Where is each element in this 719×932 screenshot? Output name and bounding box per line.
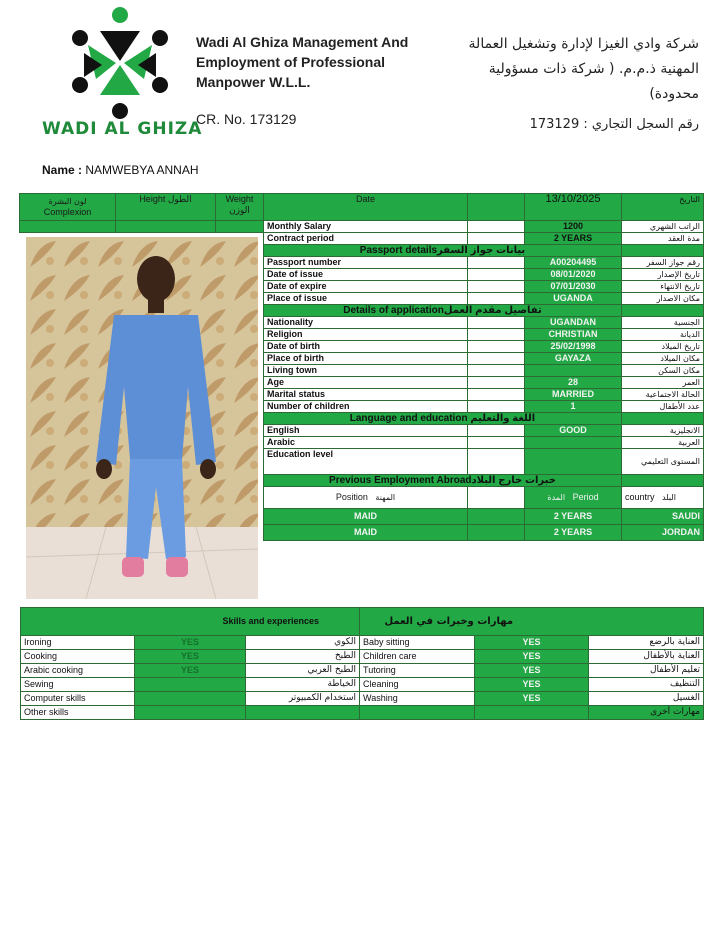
field-value: 1200	[525, 221, 622, 233]
cr-number: CR. No. 173129	[196, 111, 297, 127]
company-name-ar-line: المهنية ذ.م.م. ( شركة ذات مسؤولية	[488, 61, 699, 77]
logo-emblem-icon	[40, 5, 200, 123]
skills-title-ar: مهارات وخبرات في العمل	[360, 608, 704, 636]
weight-value	[216, 221, 264, 233]
field-spacer	[468, 449, 525, 475]
skill-label: Arabic cooking	[21, 664, 135, 678]
field-value: GOOD	[525, 425, 622, 437]
skill-label: Children care	[360, 650, 475, 664]
field-value	[525, 437, 622, 449]
employment-spacer	[468, 525, 525, 541]
field-label: Date of issue	[264, 269, 468, 281]
skill-value	[475, 706, 589, 720]
application-section-title: Details of applicationتفاصيل مقدم العمل	[264, 305, 622, 317]
skill-label: Cooking	[21, 650, 135, 664]
field-ar: رقم جواز السفر	[622, 257, 704, 269]
field-label: Age	[264, 377, 468, 389]
field-spacer	[468, 221, 525, 233]
field-ar: مكان الميلاد	[622, 353, 704, 365]
company-name-ar	[449, 32, 699, 107]
complexion-header	[20, 194, 116, 221]
person-photo-icon	[26, 237, 258, 599]
skill-value	[135, 692, 246, 706]
skill-value: YES	[475, 692, 589, 706]
complexion-ar: لون البشرة	[48, 197, 87, 206]
skill-ar: التنظيف	[589, 678, 704, 692]
field-ar: الديانة	[622, 329, 704, 341]
skill-ar: استخدام الكمبيوتر	[246, 692, 360, 706]
height-value	[116, 221, 216, 233]
field-ar: تاريخ الإصدار	[622, 269, 704, 281]
field-value: GAYAZA	[525, 353, 622, 365]
field-value	[525, 365, 622, 377]
field-spacer	[468, 281, 525, 293]
field-spacer	[468, 389, 525, 401]
country-header	[622, 487, 704, 509]
weight-ar: الوزن	[229, 205, 250, 215]
field-spacer	[468, 341, 525, 353]
name-value: NAMWEBYA ANNAH	[85, 163, 199, 177]
field-ar: عدد الأطفال	[622, 401, 704, 413]
skill-label: Cleaning	[360, 678, 475, 692]
field-value: UGANDA	[525, 293, 622, 305]
skill-value: YES	[475, 664, 589, 678]
field-value: 1	[525, 401, 622, 413]
field-label: Contract period	[264, 233, 468, 245]
field-ar: العمر	[622, 377, 704, 389]
employment-position: MAID	[264, 509, 468, 525]
skill-ar: العناية بالأطفال	[589, 650, 704, 664]
field-spacer	[468, 317, 525, 329]
skill-value: YES	[475, 636, 589, 650]
field-spacer	[468, 377, 525, 389]
complexion-en: Complexion	[43, 207, 92, 217]
field-label: Religion	[264, 329, 468, 341]
field-spacer	[468, 401, 525, 413]
field-label: English	[264, 425, 468, 437]
field-ar: العربية	[622, 437, 704, 449]
skill-ar: الغسيل	[589, 692, 704, 706]
field-label: Date of expire	[264, 281, 468, 293]
field-label: Place of birth	[264, 353, 468, 365]
employment-spacer	[468, 487, 525, 509]
skill-label	[360, 706, 475, 720]
skill-ar: مهارات أخرى	[589, 706, 704, 720]
employment-section-title: Previous Employment Abroadخبرات خارج البلاد	[264, 475, 622, 487]
company-name-line: Manpower W.L.L.	[196, 74, 311, 90]
skill-ar	[246, 706, 360, 720]
field-value: A00204495	[525, 257, 622, 269]
skill-ar: الطبخ	[246, 650, 360, 664]
field-label: Place of issue	[264, 293, 468, 305]
position-en: Position	[335, 492, 368, 502]
position-ar: المهنة	[375, 493, 396, 502]
field-ar: الراتب الشهري	[622, 221, 704, 233]
field-label: Living town	[264, 365, 468, 377]
cr-number-ar: رقم السجل التجاري : 173129	[529, 117, 699, 132]
field-value: 25/02/1998	[525, 341, 622, 353]
field-label: Arabic	[264, 437, 468, 449]
complexion-value	[20, 221, 116, 233]
skill-ar: الخياطة	[246, 678, 360, 692]
field-value: UGANDAN	[525, 317, 622, 329]
section-spacer	[622, 413, 704, 425]
field-spacer	[468, 425, 525, 437]
period-header	[525, 487, 622, 509]
employment-period: 2 YEARS	[525, 525, 622, 541]
field-spacer	[468, 329, 525, 341]
skill-ar: الطبخ العربي	[246, 664, 360, 678]
field-spacer	[468, 233, 525, 245]
skill-ar: تعليم الأطفال	[589, 664, 704, 678]
section-spacer	[622, 475, 704, 487]
position-header	[264, 487, 468, 509]
field-spacer	[468, 437, 525, 449]
period-en: Period	[572, 492, 599, 502]
employment-spacer	[468, 509, 525, 525]
company-name-line: Employment of Professional	[196, 54, 386, 70]
company-name-en	[196, 32, 436, 92]
skill-value	[135, 706, 246, 720]
field-spacer	[468, 353, 525, 365]
company-name-ar-line: محدودة)	[649, 86, 699, 102]
skill-value: YES	[135, 664, 246, 678]
field-value: CHRISTIAN	[525, 329, 622, 341]
field-ar: الحالة الاجتماعية	[622, 389, 704, 401]
field-label: Marital status	[264, 389, 468, 401]
field-label: Passport number	[264, 257, 468, 269]
country-en: country	[625, 492, 655, 502]
skill-label: Washing	[360, 692, 475, 706]
field-ar: الجنسية	[622, 317, 704, 329]
height-header: Height الطول	[116, 194, 216, 221]
field-spacer	[468, 293, 525, 305]
passport-section-title: Passport detailsبيانات جواز السفر	[264, 245, 622, 257]
name-label: Name :	[42, 163, 83, 177]
field-ar: تاريخ الميلاد	[622, 341, 704, 353]
field-value: 08/01/2020	[525, 269, 622, 281]
language-section-title: Language and education اللغة والتعليم	[264, 413, 622, 425]
field-label: Nationality	[264, 317, 468, 329]
field-label: Education level	[264, 449, 468, 475]
period-ar: المدة	[547, 493, 566, 502]
candidate-name	[42, 163, 199, 177]
logo-text: WADI AL GHIZA	[42, 119, 203, 139]
skill-label: Other skills	[21, 706, 135, 720]
employment-position: MAID	[264, 525, 468, 541]
field-ar: المستوى التعليمي	[622, 449, 704, 475]
weight-en: Weight	[225, 194, 254, 204]
country-ar: البلد	[662, 493, 676, 502]
date-header: Date	[264, 194, 468, 221]
field-ar: مدة العقد	[622, 233, 704, 245]
field-label: Number of children	[264, 401, 468, 413]
field-value: 07/01/2030	[525, 281, 622, 293]
employment-period: 2 YEARS	[525, 509, 622, 525]
field-label: Date of birth	[264, 341, 468, 353]
date-spacer	[468, 194, 525, 221]
field-value: MARRIED	[525, 389, 622, 401]
company-name-line: Wadi Al Ghiza Management And	[196, 34, 409, 50]
skill-label: Computer skills	[21, 692, 135, 706]
skill-label: Ironing	[21, 636, 135, 650]
employment-country: JORDAN	[622, 525, 704, 541]
field-spacer	[468, 365, 525, 377]
skill-label: Sewing	[21, 678, 135, 692]
company-name-ar-line: شركة وادي الغيزا لإدارة وتشغيل العمالة	[468, 36, 699, 52]
skill-label: Baby sitting	[360, 636, 475, 650]
skill-ar: العناية بالرضع	[589, 636, 704, 650]
date-value: 13/10/2025	[525, 194, 622, 221]
section-spacer	[622, 245, 704, 257]
skill-value: YES	[475, 650, 589, 664]
field-value: 2 YEARS	[525, 233, 622, 245]
field-value: 28	[525, 377, 622, 389]
field-label: Monthly Salary	[264, 221, 468, 233]
skill-value: YES	[475, 678, 589, 692]
skill-value: YES	[135, 636, 246, 650]
skill-label: Tutoring	[360, 664, 475, 678]
field-ar: الانجليزية	[622, 425, 704, 437]
skill-value: YES	[135, 650, 246, 664]
skill-ar: الكوي	[246, 636, 360, 650]
field-ar: مكان الاصدار	[622, 293, 704, 305]
candidate-photo	[26, 237, 258, 599]
section-spacer	[622, 305, 704, 317]
field-spacer	[468, 257, 525, 269]
skill-value	[135, 678, 246, 692]
date-ar: التاريخ	[622, 194, 704, 221]
field-ar: تاريخ الانتهاء	[622, 281, 704, 293]
skills-title-en: Skills and experiences	[21, 608, 360, 636]
field-spacer	[468, 269, 525, 281]
weight-header	[216, 194, 264, 221]
skills-table	[20, 607, 704, 720]
employment-country: SAUDI	[622, 509, 704, 525]
field-ar: مكان السكن	[622, 365, 704, 377]
field-value	[525, 449, 622, 475]
